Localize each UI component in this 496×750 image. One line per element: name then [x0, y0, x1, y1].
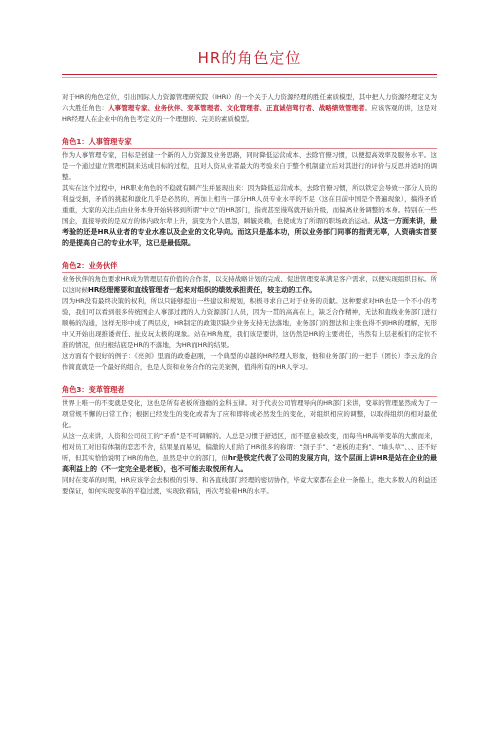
intro-text-end: 。应该客观的讲，这是对HR经理人在企业中的角色考定义的一个理想的、完美的素质模型。	[62, 104, 438, 123]
role3-heading: 角色3：变革管理者	[62, 385, 125, 394]
role2-paragraph-2: 因为HR没有最终决策的权利，所以只能够提出一些建议和规划，积极寻求自己对于业务的贡献。这种要求对HR也是一个不小的考验，我们可以看到很多传统国企人事部过渡的人力资源部门人员，因为一贯的高高在上，缺乏合作精神，无法和直线业务部门进行顺畅的沟通，这样无形中成了两层皮，HR制定的政策因缺少业务支持无法落地，业务部门的想法和主张也得不到HR的理解，无形中又开始出现推诿责任、扯皮玩太极的现象。站在HR角度，我们该是要讲，这仍然是HR的主要责任，当然有上层老板们的定位不准的情况，但归根结底是HR的不落地，为HR而HR的结果。	[62, 297, 437, 349]
intro-text: 对于HR的角色定位，引出国际人力资源管理研究院（IHRI）的一个关于人力资源经理的胜任素质模型，其中把人力资源经理定义为六大胜任角色：	[62, 93, 437, 112]
role3-divider	[62, 396, 437, 397]
intro-paragraph	[62, 92, 437, 125]
document-page	[0, 48, 496, 750]
role1-paragraph-2-text: 其实在这个过程中，HR职业角色的不稳就有瞬产生并显现出来：因为降低运营成本，去除官僚习惯，所以铁定会导致一部分人员的利益受损，矛盾的挑起和激化几乎是必然的，再加上相当一部分HR人员专业水平的不足（这在目前中国是个普遍现象），搞得矛盾重重，大家的关注点由业务本身开始转移到所谓“中立”的HR部门，指责甚至谩骂就开始升级，而偏离业务调整的本身。特别在一些国企，直接导致的是双方的体内政尔辈上升，演变为个人恩怨，瞬毓炎赖，也使成为了所谓的职场政治运动。	[62, 184, 437, 225]
role1-paragraph-1: 作为人事管理专家，目标是创建一个新的人力资源及业务思路，同时降低运营成本、去除官僚习惯，以便提高效率及服务水平。这是一个通过建立管理机制来达成目标的过程，且对人资从业者最大的考验来自于整个机制建立后对其进行的评价与反思并适时的调整。	[62, 151, 437, 181]
intro-six-roles: 人事管理专家、业务伙伴、变革管理者、文化管理者、正直诚信驾行者、战略绩效管理者	[108, 104, 365, 112]
role3-paragraph-2-text: 从这一点来讲，人资和公司员工的“矛盾”是不可调解的。人总是习惯于舒适区，而不愿意被改变，而每当HR高举变革的大旗而来，相对员工对旧有体制的恋恋不舍，结果显而易见，偏激的人们给了HR很多的称谓：“刽子手”、“老板的走狗”、“墙头草”、、、还不好听，但其实恰恰说明了HR的角色，虽然是中立的部门，但	[62, 432, 437, 462]
role1-emphasis: 从这一方面来讲，最考验的还是HR从业者的专业水准以及企业的文化导向。而这只是基本功，所以业务部门同事的指责无辜，人资确实首要的是提高自己的专业水平，这已是最低限。	[62, 217, 437, 247]
role1-heading: 角色1：人事管理专家	[62, 137, 132, 146]
title-divider	[62, 74, 437, 75]
role2-paragraph-1	[62, 274, 437, 296]
role3-emphasis: hr是铁定代表了公司的发展方向，这个层面上讲HR是站在企业的最高利益上的（不一定完全是老板），也不可能去取悦所有人。	[62, 454, 438, 473]
role3-paragraph-2	[62, 431, 437, 475]
role1-paragraph-2	[62, 183, 437, 249]
title-divider-secondary	[62, 77, 437, 78]
role2-heading: 角色2：业务伙伴	[62, 261, 118, 270]
role3-paragraph-1: 世界上唯一的不变就是变化，这也是所有老板所逢瘾的金科玉律。对于代表公司管理导向的HR部门来讲，变革的管理显然成为了一项常规不懈的日常工作；根据已经发生的变化或者为了应和即将或必然发生的变化，对组织相应的调整，以取得组织的相对最优化。	[62, 399, 437, 429]
page-title: HR的角色定位	[197, 49, 302, 67]
role2-emphasis: HR经理需要和直线管理者一起来对组织的绩效承担责任，较主动的工作。	[88, 286, 317, 294]
role2-paragraph-3: 这方面有个很好的例子：《亮剑》里面的政委赵刚，一个典型的卓越的HR经理人形象，他和业务部门的一把手（团长）李云龙的合作简直就是一个最好的组合，也是人资和业务合作的完美案例，值得所有的HR人学习。	[62, 352, 437, 371]
role1-divider	[62, 148, 437, 149]
role3-paragraph-3: 同时在变革的时期，HR应该学会去积极的引导、和各直线部门经理的密切协作，毕竟大家都在企业一条船上，绝大多数人的利益还要保证，如何实现变革的平稳过渡，实现软着陆，再次考验着HR的水平。	[62, 476, 437, 495]
role2-divider	[62, 272, 437, 273]
role2-paragraph-1-text: 业务伙伴的角色要求HR成为管理层有价值的合作者，以支持战略计划的完成、促进管理变革满足客户需求，以便实现组织目标。所以这时候	[62, 275, 437, 294]
